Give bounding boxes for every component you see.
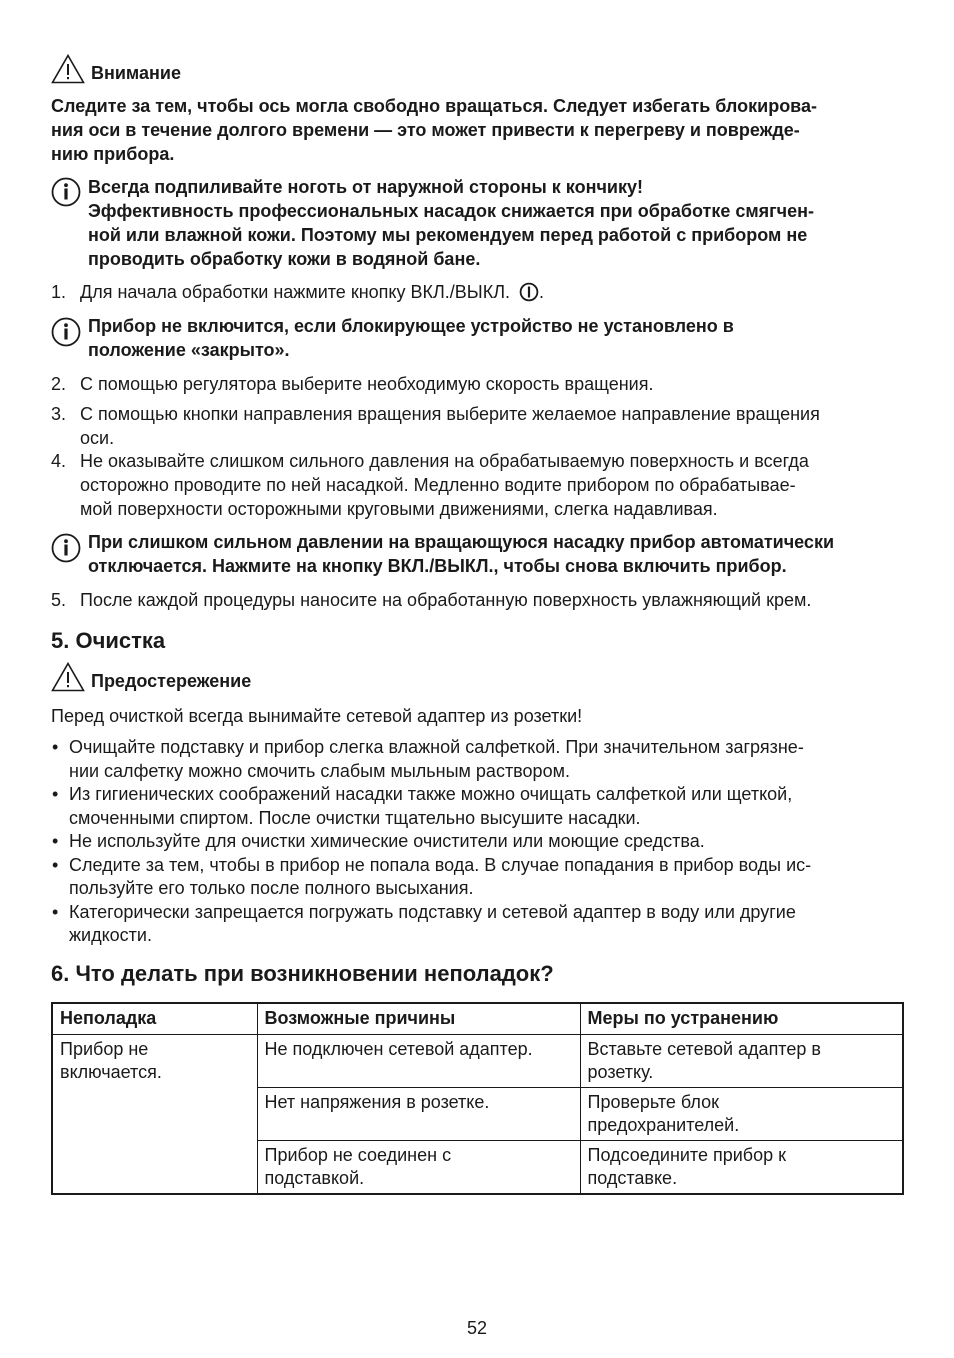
bullet-dot: •: [52, 737, 59, 757]
cause-cell: [257, 1035, 580, 1088]
power-icon: [519, 282, 539, 302]
bullet-line: нии салфетку можно смочить слабым мыльным раствором.: [69, 760, 570, 781]
step-number: 3.: [51, 404, 67, 424]
bullet-line: смоченными спиртом. После очистки тщательно высушите насадки.: [69, 807, 641, 828]
step-line: мой поверхности осторожными круговыми движениями, слегка надавливая.: [80, 499, 718, 519]
step-line: С помощью кнопки направления вращения выберите желаемое направление вращения: [80, 404, 820, 424]
list-item: [51, 783, 904, 830]
bullet-line: Очищайте подставку и прибор слегка влажной салфеткой. При значительном загрязне-: [69, 737, 804, 757]
cell-line: Прибор не: [60, 1039, 149, 1059]
cell-line: включается.: [60, 1062, 162, 1082]
info-icon: [51, 177, 81, 207]
column-header: Возможные причины: [257, 1003, 580, 1035]
warning-triangle-icon: [51, 662, 85, 692]
note-line: отключается. Нажмите на кнопку ВКЛ./ВЫКЛ., чтобы снова включить прибор.: [88, 556, 787, 576]
info-icon: [51, 533, 81, 563]
step-number: 1.: [51, 282, 67, 302]
warning-line: Следите за тем, чтобы ось могла свободно вращаться. Следует избегать блокирова-: [51, 96, 818, 116]
info-note: [51, 175, 904, 271]
warning-line: нию прибора.: [51, 144, 175, 164]
section-heading-troubleshooting: 6. Что делать при возникновении неполадок?: [51, 961, 554, 986]
warning-text: [51, 94, 904, 166]
remedy-cell: [580, 1141, 903, 1195]
step-item: [51, 372, 904, 396]
step-line: оси.: [80, 428, 115, 448]
warning-triangle-icon: [51, 54, 85, 84]
step-suffix: .: [539, 282, 545, 302]
cell-line: розетку.: [587, 1062, 654, 1082]
note-line: положение «закрыто».: [88, 340, 290, 360]
bullet-dot: •: [52, 831, 59, 851]
note-line: проводить обработку кожи в водяной бане.: [88, 249, 481, 269]
remedy-cell: [580, 1035, 903, 1088]
section-heading-cleaning: 5. Очистка: [51, 628, 166, 653]
list-item: [51, 830, 904, 854]
bullet-line: пользуйте его только после полного высыхания.: [69, 878, 474, 898]
remedy-cell: [580, 1088, 903, 1141]
cleaning-bullet-list: [51, 736, 904, 948]
table-header-row: [52, 1003, 903, 1035]
cell-line: подставкой.: [264, 1168, 365, 1188]
page-number: 52: [466, 1318, 488, 1338]
cell-line: Прибор не соединен с: [264, 1145, 452, 1165]
step-line: осторожно проводите по ней насадкой. Медленно водите прибором по обрабатывае-: [80, 475, 796, 495]
step-item: [51, 280, 904, 304]
step-line: С помощью регулятора выберите необходимую скорость вращения.: [80, 374, 654, 394]
bullet-line: Следите за тем, чтобы в прибор не попала вода. В случае попадания в прибор воды ис-: [69, 854, 812, 875]
step-item: [51, 449, 904, 521]
troubleshooting-table: [51, 1002, 904, 1195]
warning-line: ния оси в течение долгого времени — это может привести к перегреву и поврежде-: [51, 120, 800, 140]
step-line: Не оказывайте слишком сильного давления на обрабатываемую поверхность и всегда: [80, 451, 809, 471]
step-number: 4.: [51, 451, 67, 471]
cell-line: Не подключен сетевой адаптер.: [264, 1039, 533, 1059]
warning-label: Внимание: [91, 63, 181, 83]
note-line: ной или влажной кожи. Поэтому мы рекомендуем перед работой с прибором не: [88, 225, 808, 245]
bullet-dot: •: [52, 784, 59, 804]
column-header: Неполадка: [52, 1003, 257, 1035]
table-row: [52, 1035, 903, 1088]
problem-cell: [52, 1035, 257, 1195]
caution-label: Предостережение: [91, 671, 252, 691]
step-item: [51, 402, 904, 450]
bullet-line: Из гигиенических соображений насадки также можно очищать салфеткой или щеткой,: [69, 784, 793, 804]
info-note: [51, 530, 904, 578]
cause-cell: [257, 1088, 580, 1141]
caution-heading: [51, 662, 251, 692]
step-number: 5.: [51, 590, 67, 610]
bullet-dot: •: [52, 854, 59, 875]
note-line: При слишком сильном давлении на вращающуюся насадку прибор автоматически: [88, 532, 835, 552]
note-line: Всегда подпиливайте ноготь от наружной стороны к кончику!: [88, 177, 643, 197]
cell-line: Проверьте блок: [587, 1092, 719, 1112]
bullet-line: Не используйте для очистки химические очистители или моющие средства.: [69, 831, 705, 851]
list-item: [51, 854, 904, 901]
note-line: Эффективность профессиональных насадок снижается при обработке смягчен-: [88, 201, 814, 221]
bullet-dot: •: [52, 901, 59, 922]
info-note: [51, 314, 904, 362]
cleaning-intro: Перед очисткой всегда вынимайте сетевой адаптер из розетки!: [51, 706, 583, 726]
info-icon: [51, 317, 81, 347]
bullet-line: жидкости.: [69, 925, 152, 945]
bullet-line: Категорически запрещается погружать подставку и сетевой адаптер в воду или другие: [69, 901, 796, 922]
cause-cell: [257, 1141, 580, 1195]
cell-line: предохранителей.: [587, 1115, 740, 1135]
step-line: После каждой процедуры наносите на обработанную поверхность увлажняющий крем.: [80, 590, 812, 610]
cell-line: Подсоедините прибор к: [587, 1145, 787, 1165]
list-item: [51, 736, 904, 783]
step-text: Для начала обработки нажмите кнопку ВКЛ./ВЫКЛ.: [80, 282, 511, 302]
cell-line: Нет напряжения в розетке.: [264, 1092, 490, 1112]
cell-line: Вставьте сетевой адаптер в: [587, 1039, 821, 1059]
cell-line: подставке.: [587, 1168, 678, 1188]
list-item: [51, 901, 904, 948]
column-header: Меры по устранению: [580, 1003, 903, 1035]
warning-heading: [51, 54, 181, 84]
note-line: Прибор не включится, если блокирующее устройство не установлено в: [88, 316, 734, 336]
step-number: 2.: [51, 374, 67, 394]
step-item: [51, 588, 904, 612]
